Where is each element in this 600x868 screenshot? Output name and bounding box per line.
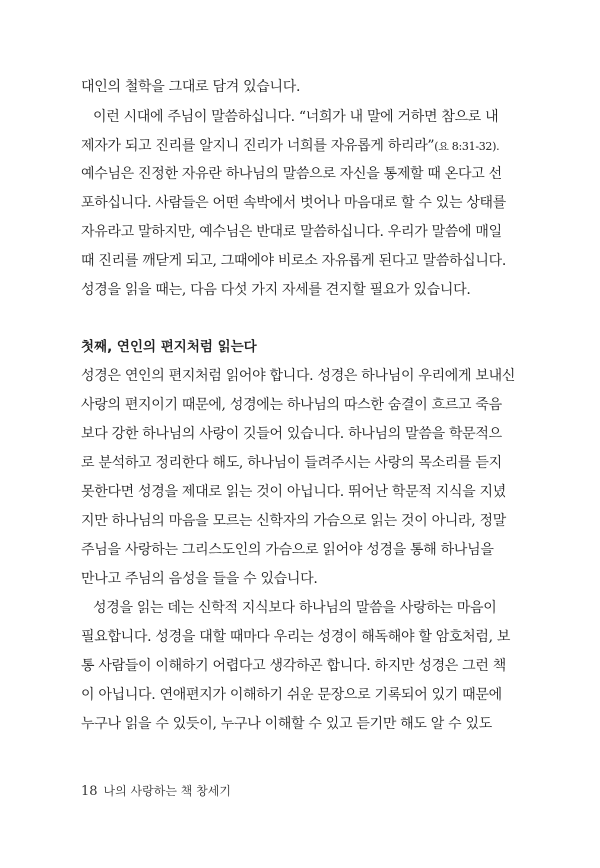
body-line: 대인의 철학을 그대로 담겨 있습니다. <box>81 79 301 95</box>
body-line: 사랑의 편지이기 때문에, 성경에는 하나님의 따스한 숨결이 흐르고 죽음 <box>81 397 502 413</box>
body-line: 성경을 읽을 때는, 다음 다섯 가지 자세를 견지할 필요가 있습니다. <box>81 282 471 298</box>
page-number: 18 <box>81 784 98 799</box>
page-footer <box>81 783 231 800</box>
body-line: 보다 강한 하나님의 사랑이 깃들어 있습니다. 하나님의 말씀을 학문적으 <box>81 426 502 442</box>
body-line: 주님을 사랑하는 그리스도인의 가슴으로 읽어야 성경을 통해 하나님을 <box>81 542 494 558</box>
body-line <box>81 136 500 157</box>
body-line: 못한다면 성경을 제대로 읽는 것이 아닙니다. 뛰어난 학문적 지식을 지녔 <box>81 484 506 500</box>
body-line: 예수님은 진정한 자유란 하나님의 말씀으로 자신을 통제할 때 온다고 선 <box>81 166 502 182</box>
body-line: 누구나 읽을 수 있듯이, 누구나 이해할 수 있고 듣기만 해도 알 수 있도 <box>81 716 492 732</box>
section-heading: 첫째, 연인의 편지처럼 읽는다 <box>81 339 257 355</box>
body-line: 성경을 읽는 데는 신학적 지식보다 하나님의 말씀을 사랑하는 마음이 <box>93 600 497 616</box>
book-title: 나의 사랑하는 책 창세기 <box>103 784 231 798</box>
body-line: 이런 시대에 주님이 말씀하십니다. “너희가 내 말에 거하면 참으로 내 <box>93 109 499 125</box>
body-line: 때 진리를 깨닫게 되고, 그때에야 비로소 자유롭게 된다고 말씀하십니다. <box>81 253 506 269</box>
body-text: 제자가 되고 진리를 알지니 진리가 너희를 자유롭게 하리라” <box>81 138 435 154</box>
body-line: 자유라고 말하지만, 예수님은 반대로 말씀하십니다. 우리가 말씀에 매일 <box>81 224 502 240</box>
body-line: 성경은 연인의 편지처럼 읽어야 합니다. 성경은 하나님이 우리에게 보내신 <box>81 368 516 384</box>
body-line: 포하십니다. 사람들은 어떤 속박에서 벗어나 마음대로 할 수 있는 상태를 <box>81 195 506 211</box>
body-line: 만나고 주님의 음성을 들을 수 있습니다. <box>81 571 318 587</box>
body-line: 필요합니다. 성경을 대할 때마다 우리는 성경이 해독해야 할 암호처럼, 보 <box>81 629 511 645</box>
bible-reference: (요 8:31-32). <box>434 140 500 153</box>
body-line: 지만 하나님의 마음을 모르는 신학자의 가슴으로 읽는 것이 아니라, 정말 <box>81 513 506 529</box>
body-line: 이 아닙니다. 연애편지가 이해하기 쉬운 문장으로 기록되어 있기 때문에 <box>81 687 502 703</box>
body-line: 로 분석하고 정리한다 해도, 하나님이 들려주시는 사랑의 목소리를 듣지 <box>81 455 502 471</box>
body-line: 통 사람들이 이해하기 어렵다고 생각하곤 합니다. 하지만 성경은 그런 책 <box>81 658 506 674</box>
